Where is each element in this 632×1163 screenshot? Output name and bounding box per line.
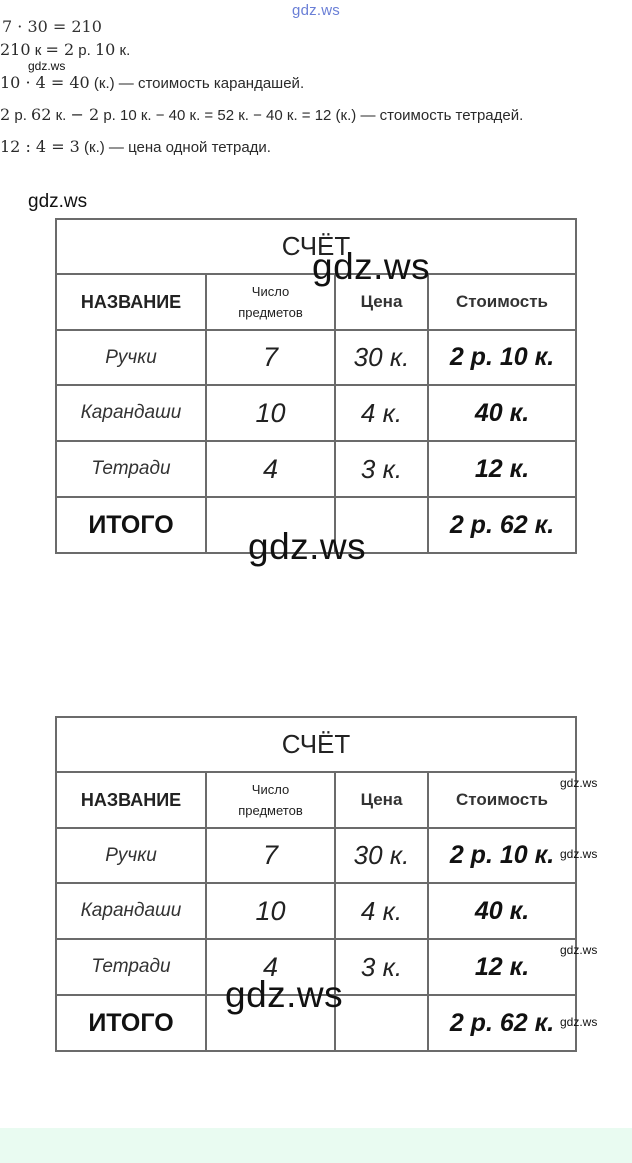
header-quantity: Число предметов <box>206 274 335 330</box>
watermark-large: gdz.ws <box>225 974 344 1015</box>
solution-line-4: 12 : 4 = 3 (к.) — цена одной тетради. <box>0 137 271 156</box>
table-row <box>56 441 576 497</box>
item-price: 30 к. <box>335 828 428 883</box>
header-name: НАЗВАНИЕ <box>56 772 206 828</box>
bill-title: СЧЁТ <box>56 717 576 772</box>
header-quantity: Число предметов <box>206 772 335 828</box>
item-cost: 12 к. <box>428 441 576 497</box>
item-price: 30 к. <box>335 330 428 385</box>
item-name: Ручки <box>56 330 206 385</box>
header-cost: Стоимость <box>428 772 576 828</box>
item-name: Тетради <box>56 441 206 497</box>
item-price: 3 к. <box>335 939 428 995</box>
watermark-small: gdz.ws <box>28 59 66 73</box>
solution-line-1: 210 к = 2 р. 10 к. <box>0 40 131 59</box>
table-row <box>56 828 576 883</box>
watermark-small: gdz.ws <box>560 776 598 790</box>
item-quantity: 7 <box>206 828 335 883</box>
total-label: ИТОГО <box>56 995 206 1051</box>
item-quantity: 4 <box>206 939 335 995</box>
item-name: Карандаши <box>56 883 206 939</box>
header-price: Цена <box>335 772 428 828</box>
watermark-top: gdz.ws <box>292 2 340 19</box>
item-cost: 40 к. <box>428 883 576 939</box>
header-name: НАЗВАНИЕ <box>56 274 206 330</box>
item-name: Ручки <box>56 828 206 883</box>
item-price: 4 к. <box>335 883 428 939</box>
item-cost: 2 р. 10 к. <box>428 828 576 883</box>
watermark-medium: gdz.ws <box>28 191 88 212</box>
item-quantity: 7 <box>206 330 335 385</box>
total-value: 2 р. 62 к. <box>428 497 576 553</box>
watermark-small: gdz.ws <box>560 1015 598 1029</box>
solution-line-3: 2 р. 62 к. − 2 р. 10 к. − 40 к. = 52 к. − 40 к. = 12 (к.) — стоимость тетрадей. <box>0 105 524 124</box>
header-cost: Стоимость <box>428 274 576 330</box>
empty-cell <box>335 995 428 1051</box>
item-name: Карандаши <box>56 385 206 441</box>
bottom-banner <box>0 1128 632 1163</box>
table-row <box>56 330 576 385</box>
watermark-large: gdz.ws <box>248 526 367 567</box>
item-name: Тетради <box>56 939 206 995</box>
total-value: 2 р. 62 к. <box>428 995 576 1051</box>
item-quantity: 10 <box>206 385 335 441</box>
item-cost: 12 к. <box>428 939 576 995</box>
total-label: ИТОГО <box>56 497 206 553</box>
item-price: 3 к. <box>335 441 428 497</box>
solution-line-2: 10 · 4 = 40 (к.) — стоимость карандашей. <box>0 73 305 92</box>
item-quantity: 10 <box>206 883 335 939</box>
item-cost: 40 к. <box>428 385 576 441</box>
bill-title: СЧЁТ <box>56 219 576 274</box>
item-price: 4 к. <box>335 385 428 441</box>
watermark-small: gdz.ws <box>560 943 598 957</box>
table-row <box>56 385 576 441</box>
header-price: Цена <box>335 274 428 330</box>
table-row <box>56 883 576 939</box>
item-quantity: 4 <box>206 441 335 497</box>
watermark-large: gdz.ws <box>312 246 431 287</box>
watermark-small: gdz.ws <box>560 847 598 861</box>
cut-off-line: 7 · 30 = 210 <box>2 17 102 36</box>
item-cost: 2 р. 10 к. <box>428 330 576 385</box>
